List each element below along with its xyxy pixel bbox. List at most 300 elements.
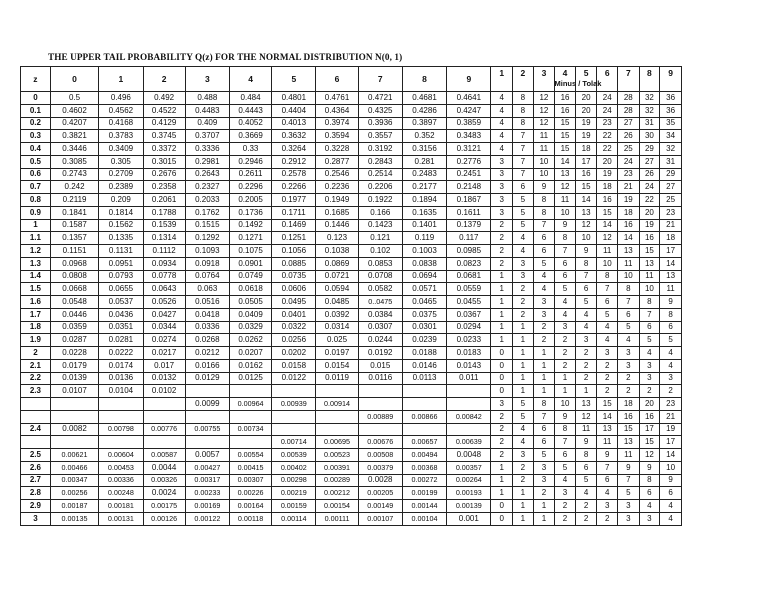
probability-cell: 0.0322 bbox=[272, 321, 316, 334]
probability-cell: 0.1711 bbox=[272, 206, 316, 219]
probability-cell: 0.2451 bbox=[447, 168, 491, 181]
probability-cell: 0.0375 bbox=[402, 308, 446, 321]
difference-cell: 2 bbox=[575, 359, 597, 372]
difference-cell: 36 bbox=[660, 104, 682, 117]
probability-cell bbox=[272, 423, 316, 436]
difference-cell: 8 bbox=[618, 283, 640, 296]
probability-cell: 0.00169 bbox=[185, 500, 229, 513]
difference-cell: 8 bbox=[660, 308, 682, 321]
difference-cell: 20 bbox=[597, 155, 618, 168]
probability-cell: 0.0808 bbox=[50, 270, 98, 283]
difference-cell: 13 bbox=[639, 257, 660, 270]
probability-cell: 0.1469 bbox=[272, 219, 316, 232]
difference-cell: 10 bbox=[533, 168, 555, 181]
difference-cell: 12 bbox=[533, 117, 555, 130]
difference-cell: 4 bbox=[491, 117, 513, 130]
difference-cell: 13 bbox=[575, 398, 597, 411]
probability-cell bbox=[358, 398, 402, 411]
difference-cell: 1 bbox=[513, 385, 534, 398]
difference-cell: 16 bbox=[618, 410, 640, 423]
difference-cell: 27 bbox=[660, 181, 682, 194]
probability-cell: 0.00256 bbox=[50, 487, 98, 500]
probability-cell: 0.2546 bbox=[316, 168, 358, 181]
difference-cell: 1 bbox=[513, 347, 534, 360]
probability-cell: 0.3483 bbox=[447, 130, 491, 143]
probability-cell: 0.3745 bbox=[143, 130, 185, 143]
difference-cell: 17 bbox=[660, 245, 682, 258]
probability-cell: 0.4013 bbox=[272, 117, 316, 130]
difference-cell: 2 bbox=[533, 487, 555, 500]
probability-cell: 0.00298 bbox=[272, 474, 316, 487]
probability-cell: 0.4168 bbox=[99, 117, 143, 130]
probability-cell bbox=[272, 385, 316, 398]
difference-cell: 3 bbox=[639, 372, 660, 385]
probability-cell: 0.0244 bbox=[358, 334, 402, 347]
difference-cell: 3 bbox=[491, 398, 513, 411]
difference-cell: 4 bbox=[597, 487, 618, 500]
header-col-4: 4 bbox=[229, 67, 271, 92]
difference-cell: 13 bbox=[575, 206, 597, 219]
difference-cell: 2 bbox=[618, 372, 640, 385]
difference-cell: 2 bbox=[555, 334, 576, 347]
difference-cell: 10 bbox=[555, 398, 576, 411]
difference-cell: 3 bbox=[513, 257, 534, 270]
difference-cell: 2 bbox=[491, 245, 513, 258]
probability-cell: 0.00368 bbox=[402, 461, 446, 474]
difference-cell: 2 bbox=[513, 296, 534, 309]
difference-cell: 3 bbox=[533, 461, 555, 474]
probability-cell: 0.0436 bbox=[99, 308, 143, 321]
difference-cell: 12 bbox=[597, 232, 618, 245]
probability-cell: 0.00604 bbox=[99, 449, 143, 462]
probability-cell: 0.1562 bbox=[99, 219, 143, 232]
difference-cell: 11 bbox=[533, 143, 555, 156]
difference-cell: 31 bbox=[660, 155, 682, 168]
probability-cell: 0.1736 bbox=[229, 206, 271, 219]
probability-cell: 0.00193 bbox=[447, 487, 491, 500]
probability-cell: 0.0132 bbox=[143, 372, 185, 385]
difference-cell: 2 bbox=[513, 461, 534, 474]
difference-cell: 4 bbox=[618, 334, 640, 347]
difference-cell: 16 bbox=[639, 232, 660, 245]
probability-cell: 0.0136 bbox=[99, 372, 143, 385]
row-z-value: 3 bbox=[21, 512, 51, 525]
probability-cell: 0.0143 bbox=[447, 359, 491, 372]
probability-cell: 0.0455 bbox=[447, 296, 491, 309]
probability-cell: 0.0044 bbox=[143, 461, 185, 474]
difference-cell: 4 bbox=[513, 245, 534, 258]
probability-cell: 0.1762 bbox=[185, 206, 229, 219]
probability-cell: 0.1894 bbox=[402, 194, 446, 207]
difference-cell: 12 bbox=[575, 219, 597, 232]
difference-cell: 7 bbox=[618, 296, 640, 309]
difference-cell: 19 bbox=[597, 168, 618, 181]
difference-cell: 12 bbox=[575, 410, 597, 423]
row-z-value: 1.7 bbox=[21, 308, 51, 321]
difference-cell: 8 bbox=[639, 296, 660, 309]
table-body bbox=[21, 67, 682, 526]
probability-cell: 0.4681 bbox=[402, 92, 446, 105]
difference-cell: 3 bbox=[618, 500, 640, 513]
difference-cell: 1 bbox=[491, 283, 513, 296]
difference-cell: 28 bbox=[618, 92, 640, 105]
probability-cell: 0.00657 bbox=[402, 436, 446, 449]
difference-cell: 23 bbox=[660, 206, 682, 219]
probability-cell: 0.00131 bbox=[99, 512, 143, 525]
probability-cell bbox=[99, 436, 143, 449]
probability-cell: 0.00187 bbox=[50, 500, 98, 513]
difference-cell: 32 bbox=[660, 143, 682, 156]
probability-cell: 0.0409 bbox=[229, 308, 271, 321]
probability-cell: 0.0154 bbox=[316, 359, 358, 372]
difference-cell: 2 bbox=[491, 232, 513, 245]
probability-cell: 0.1922 bbox=[358, 194, 402, 207]
probability-cell: 0.0048 bbox=[447, 449, 491, 462]
probability-cell: 0.0681 bbox=[447, 270, 491, 283]
difference-cell: 13 bbox=[555, 168, 576, 181]
probability-cell: 0.0119 bbox=[316, 372, 358, 385]
probability-cell: 0.4522 bbox=[143, 104, 185, 117]
table-row bbox=[21, 168, 682, 181]
difference-cell: 14 bbox=[618, 232, 640, 245]
difference-cell: 29 bbox=[660, 168, 682, 181]
row-z-value: 0.3 bbox=[21, 130, 51, 143]
row-z-value: 2.5 bbox=[21, 449, 51, 462]
probability-cell: 0.3632 bbox=[272, 130, 316, 143]
table-row bbox=[21, 423, 682, 436]
probability-cell: 0.00639 bbox=[447, 436, 491, 449]
probability-cell: 0.00154 bbox=[316, 500, 358, 513]
differences-group-label: Minus / Tolak bbox=[554, 79, 602, 88]
difference-cell: 6 bbox=[533, 245, 555, 258]
probability-cell bbox=[358, 423, 402, 436]
table-row bbox=[21, 155, 682, 168]
difference-cell: 2 bbox=[618, 385, 640, 398]
difference-cell: 6 bbox=[575, 461, 597, 474]
probability-cell: 0.0582 bbox=[358, 283, 402, 296]
difference-cell: 1 bbox=[491, 474, 513, 487]
difference-cell: 6 bbox=[555, 257, 576, 270]
probability-cell: 0.166 bbox=[358, 206, 402, 219]
probability-cell: 0.00118 bbox=[229, 512, 271, 525]
difference-cell: 6 bbox=[639, 321, 660, 334]
probability-cell: 0.0968 bbox=[50, 257, 98, 270]
probability-cell: 0.2709 bbox=[99, 168, 143, 181]
probability-cell: 0.00402 bbox=[272, 461, 316, 474]
header-col-2: 2 bbox=[143, 67, 185, 92]
probability-cell: 0.0314 bbox=[316, 321, 358, 334]
probability-cell: 0.00776 bbox=[143, 423, 185, 436]
probability-cell: 0.00248 bbox=[99, 487, 143, 500]
probability-cell: 0.2389 bbox=[99, 181, 143, 194]
row-z-value: 1.5 bbox=[21, 283, 51, 296]
probability-cell: 0.00621 bbox=[50, 449, 98, 462]
probability-cell: 0.1515 bbox=[185, 219, 229, 232]
difference-cell: 3 bbox=[618, 512, 640, 525]
difference-cell: 5 bbox=[575, 474, 597, 487]
difference-cell: 6 bbox=[639, 487, 660, 500]
probability-cell: 0.00144 bbox=[402, 500, 446, 513]
difference-cell: 1 bbox=[513, 321, 534, 334]
table-row bbox=[21, 257, 682, 270]
difference-cell: 1 bbox=[555, 385, 576, 398]
difference-cell: 15 bbox=[639, 245, 660, 258]
difference-cell: 6 bbox=[555, 270, 576, 283]
probability-cell: 0..0475 bbox=[358, 296, 402, 309]
difference-cell: 16 bbox=[597, 194, 618, 207]
probability-cell: 0.0139 bbox=[50, 372, 98, 385]
probability-cell: 0.2296 bbox=[229, 181, 271, 194]
table-row bbox=[21, 410, 682, 423]
difference-cell: 1 bbox=[513, 512, 534, 525]
table-title: THE UPPER TAIL PROBABILITY Q(z) FOR THE NORMAL DISTRIBUTION N(0, 1) bbox=[48, 52, 403, 62]
difference-cell: 4 bbox=[513, 232, 534, 245]
probability-cell bbox=[402, 398, 446, 411]
row-z-value: 2.4 bbox=[21, 423, 51, 436]
table-row bbox=[21, 296, 682, 309]
probability-cell: 0.1335 bbox=[99, 232, 143, 245]
probability-cell: 0.0217 bbox=[143, 347, 185, 360]
probability-cell bbox=[185, 385, 229, 398]
probability-cell: 0.2148 bbox=[447, 181, 491, 194]
probability-cell: 0.1949 bbox=[316, 194, 358, 207]
difference-cell: 20 bbox=[575, 104, 597, 117]
probability-cell: 0.0643 bbox=[143, 283, 185, 296]
header-diff-1 bbox=[491, 67, 513, 92]
probability-cell: 0.2119 bbox=[50, 194, 98, 207]
probability-cell: 0.00122 bbox=[185, 512, 229, 525]
difference-cell: 24 bbox=[639, 181, 660, 194]
difference-cell: 15 bbox=[597, 206, 618, 219]
probability-cell: 0.352 bbox=[402, 130, 446, 143]
probability-cell: 0.00964 bbox=[229, 398, 271, 411]
difference-cell: 11 bbox=[555, 194, 576, 207]
difference-cell: 4 bbox=[575, 308, 597, 321]
difference-cell: 12 bbox=[533, 104, 555, 117]
probability-cell: 0.4721 bbox=[358, 92, 402, 105]
difference-cell: 3 bbox=[618, 347, 640, 360]
probability-cell: 0.00272 bbox=[402, 474, 446, 487]
probability-cell bbox=[143, 410, 185, 423]
header-col-5: 5 bbox=[272, 67, 316, 92]
difference-cell: 2 bbox=[575, 347, 597, 360]
probability-cell: 0.00798 bbox=[99, 423, 143, 436]
difference-cell: 2 bbox=[491, 436, 513, 449]
difference-cell: 27 bbox=[639, 155, 660, 168]
probability-cell: 0.0228 bbox=[50, 347, 98, 360]
header-col-7: 7 bbox=[358, 67, 402, 92]
probability-cell: 0.0606 bbox=[272, 283, 316, 296]
probability-cell: 0.0446 bbox=[50, 308, 98, 321]
difference-cell: 9 bbox=[618, 461, 640, 474]
difference-cell: 9 bbox=[660, 474, 682, 487]
difference-cell: 3 bbox=[597, 500, 618, 513]
row-z-value: 2 bbox=[21, 347, 51, 360]
difference-cell: 12 bbox=[639, 449, 660, 462]
probability-cell bbox=[447, 385, 491, 398]
header-col-0: 0 bbox=[50, 67, 98, 92]
difference-cell: 1 bbox=[513, 500, 534, 513]
probability-cell: 0.1292 bbox=[185, 232, 229, 245]
probability-cell: 0.496 bbox=[99, 92, 143, 105]
probability-cell: 0.1357 bbox=[50, 232, 98, 245]
difference-cell: 19 bbox=[575, 117, 597, 130]
table-row bbox=[21, 461, 682, 474]
probability-cell: 0.001 bbox=[447, 512, 491, 525]
probability-cell: 0.00307 bbox=[229, 474, 271, 487]
difference-cell: 0 bbox=[491, 512, 513, 525]
difference-cell: 7 bbox=[555, 245, 576, 258]
probability-cell: 0.0028 bbox=[358, 474, 402, 487]
probability-cell: 0.1788 bbox=[143, 206, 185, 219]
header-diff-8 bbox=[639, 67, 660, 92]
probability-cell: 0.2676 bbox=[143, 168, 185, 181]
header-diff-label: 1 bbox=[499, 68, 505, 78]
probability-cell: 0.2266 bbox=[272, 181, 316, 194]
header-diff-2 bbox=[513, 67, 534, 92]
probability-cell: 0.0104 bbox=[99, 385, 143, 398]
probability-cell bbox=[143, 398, 185, 411]
probability-cell: 0.4801 bbox=[272, 92, 316, 105]
difference-cell: 1 bbox=[491, 334, 513, 347]
probability-cell: 0.0985 bbox=[447, 245, 491, 258]
difference-cell: 18 bbox=[618, 206, 640, 219]
probability-cell: 0.1814 bbox=[99, 206, 143, 219]
probability-cell: 0.2743 bbox=[50, 168, 98, 181]
difference-cell: 1 bbox=[491, 321, 513, 334]
header-diff-label: 8 bbox=[647, 68, 652, 78]
difference-cell: 2 bbox=[555, 359, 576, 372]
difference-cell: 2 bbox=[639, 385, 660, 398]
probability-cell: 0.0162 bbox=[229, 359, 271, 372]
difference-cell: 3 bbox=[533, 308, 555, 321]
table-row bbox=[21, 398, 682, 411]
probability-cell: 0.3859 bbox=[447, 117, 491, 130]
difference-cell: 18 bbox=[618, 398, 640, 411]
difference-cell: 9 bbox=[555, 410, 576, 423]
probability-cell: 0.00755 bbox=[185, 423, 229, 436]
table-row bbox=[21, 474, 682, 487]
probability-cell: 0.00149 bbox=[358, 500, 402, 513]
probability-cell: 0.0764 bbox=[185, 270, 229, 283]
probability-cell: 0.1611 bbox=[447, 206, 491, 219]
probability-cell: 0.33 bbox=[229, 143, 271, 156]
probability-cell: 0.117 bbox=[447, 232, 491, 245]
difference-cell: 5 bbox=[597, 308, 618, 321]
probability-cell: 0.1423 bbox=[358, 219, 402, 232]
probability-cell bbox=[316, 423, 358, 436]
probability-cell: 0.0344 bbox=[143, 321, 185, 334]
probability-cell: 0.0359 bbox=[50, 321, 98, 334]
difference-cell: 1 bbox=[513, 372, 534, 385]
difference-cell: 1 bbox=[513, 359, 534, 372]
difference-cell: 2 bbox=[555, 347, 576, 360]
difference-cell: 13 bbox=[618, 436, 640, 449]
probability-cell: 0.0571 bbox=[402, 283, 446, 296]
difference-cell: 8 bbox=[533, 206, 555, 219]
difference-cell: 5 bbox=[513, 206, 534, 219]
difference-cell: 21 bbox=[618, 181, 640, 194]
probability-cell: 0.0125 bbox=[229, 372, 271, 385]
row-z-value: 1.2 bbox=[21, 245, 51, 258]
difference-cell: 11 bbox=[618, 449, 640, 462]
probability-cell: 0.0853 bbox=[358, 257, 402, 270]
difference-cell: 3 bbox=[513, 270, 534, 283]
probability-cell: 0.3446 bbox=[50, 143, 98, 156]
row-z-value bbox=[21, 410, 51, 423]
difference-cell: 21 bbox=[660, 219, 682, 232]
probability-cell: 0.3821 bbox=[50, 130, 98, 143]
difference-cell: 1 bbox=[533, 372, 555, 385]
difference-cell: 5 bbox=[639, 334, 660, 347]
probability-cell: 0.1251 bbox=[272, 232, 316, 245]
difference-cell: 2 bbox=[491, 219, 513, 232]
table-row bbox=[21, 194, 682, 207]
probability-cell: 0.00336 bbox=[99, 474, 143, 487]
probability-cell: 0.3264 bbox=[272, 143, 316, 156]
row-z-value: 0.8 bbox=[21, 194, 51, 207]
probability-cell: 0.0392 bbox=[316, 308, 358, 321]
probability-cell: 0.3192 bbox=[358, 143, 402, 156]
probability-cell bbox=[50, 436, 98, 449]
table-row bbox=[21, 92, 682, 105]
probability-cell: 0.00734 bbox=[229, 423, 271, 436]
difference-cell: 3 bbox=[513, 449, 534, 462]
difference-cell: 26 bbox=[618, 130, 640, 143]
probability-cell: 0.2946 bbox=[229, 155, 271, 168]
probability-cell: 0.0262 bbox=[229, 334, 271, 347]
difference-cell: 4 bbox=[639, 500, 660, 513]
difference-cell: 9 bbox=[575, 245, 597, 258]
probability-cell: 0.3372 bbox=[143, 143, 185, 156]
difference-cell: 20 bbox=[575, 92, 597, 105]
row-z-value bbox=[21, 436, 51, 449]
probability-cell: 0.0401 bbox=[272, 308, 316, 321]
probability-cell: 0.00212 bbox=[316, 487, 358, 500]
probability-cell bbox=[447, 398, 491, 411]
difference-cell: 5 bbox=[513, 398, 534, 411]
probability-cell: 0.2776 bbox=[447, 155, 491, 168]
probability-cell: 0.4325 bbox=[358, 104, 402, 117]
row-z-value: 1.1 bbox=[21, 232, 51, 245]
difference-cell: 2 bbox=[555, 500, 576, 513]
difference-cell: 9 bbox=[660, 296, 682, 309]
difference-cell: 1 bbox=[555, 372, 576, 385]
difference-cell: 3 bbox=[639, 359, 660, 372]
difference-cell: 16 bbox=[555, 104, 576, 117]
probability-cell: 0.3228 bbox=[316, 143, 358, 156]
probability-cell: 0.00233 bbox=[185, 487, 229, 500]
difference-cell: 23 bbox=[660, 398, 682, 411]
difference-cell: 2 bbox=[555, 512, 576, 525]
header-diff-7 bbox=[618, 67, 640, 92]
difference-cell: 6 bbox=[555, 449, 576, 462]
difference-cell: 2 bbox=[513, 474, 534, 487]
difference-cell: 6 bbox=[597, 296, 618, 309]
probability-cell: 0.1977 bbox=[272, 194, 316, 207]
probability-cell: 0.1685 bbox=[316, 206, 358, 219]
difference-cell: 10 bbox=[555, 206, 576, 219]
probability-cell bbox=[229, 410, 271, 423]
probability-cell: 0.2236 bbox=[316, 181, 358, 194]
probability-cell: 0.0749 bbox=[229, 270, 271, 283]
difference-cell: 6 bbox=[533, 232, 555, 245]
difference-cell: 11 bbox=[575, 423, 597, 436]
row-z-value: 0.1 bbox=[21, 104, 51, 117]
probability-cell: 0.1271 bbox=[229, 232, 271, 245]
table-row bbox=[21, 449, 682, 462]
difference-cell: 22 bbox=[597, 130, 618, 143]
